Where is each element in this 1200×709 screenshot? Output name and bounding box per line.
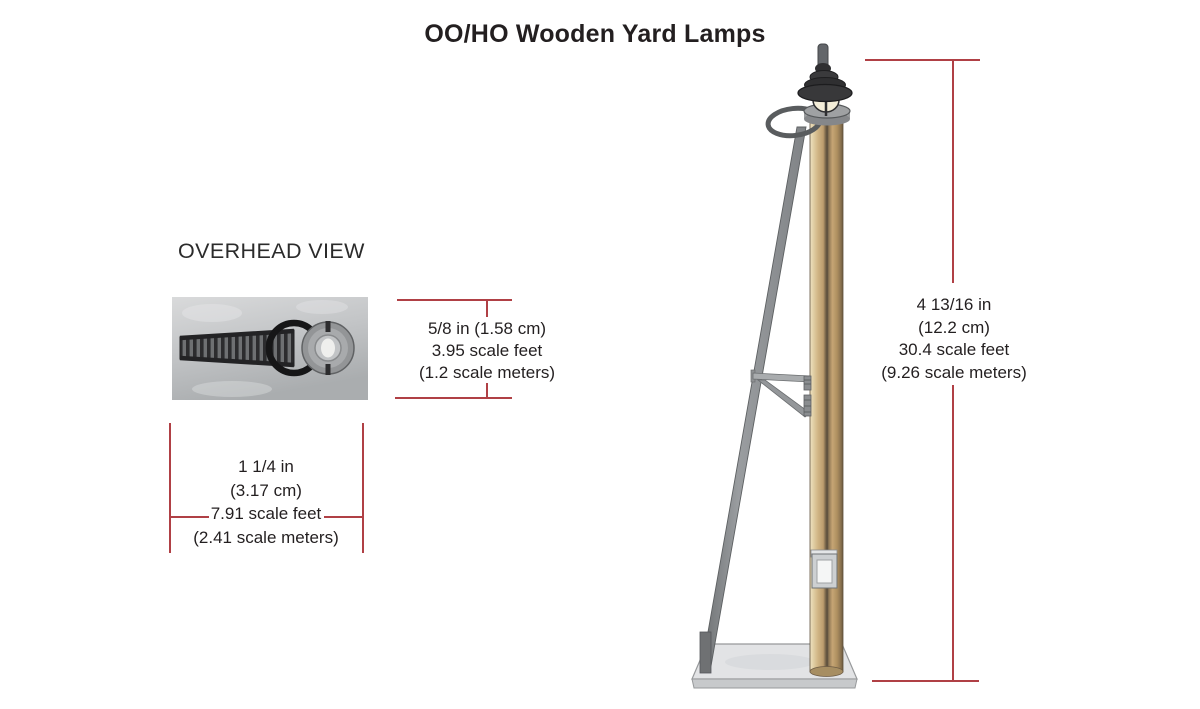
dim-small-bottom-line <box>395 397 512 399</box>
dim-small-line-1: 5/8 in (1.58 cm) <box>427 319 547 338</box>
dimension-width-small <box>377 318 597 384</box>
dim-height-line-2: (12.2 cm) <box>918 317 990 337</box>
dim-small-top-tick <box>486 299 488 317</box>
lamp-head <box>798 44 852 116</box>
dim-height-line-4: (9.26 scale meters) <box>881 362 1027 382</box>
dim-small-bottom-tick <box>486 383 488 398</box>
dim-height-top-line <box>865 59 980 61</box>
dim-base-line-2: (3.17 cm) <box>230 480 302 500</box>
lamp-shade-rim <box>798 85 852 102</box>
page-title: OO/HO Wooden Yard Lamps <box>424 20 766 48</box>
overhead-view-label: OVERHEAD VIEW <box>178 239 365 263</box>
dim-small-line-3: (1.2 scale meters) <box>418 363 556 382</box>
switch-box <box>811 550 837 588</box>
dim-height-line-1: 4 13/16 in <box>916 295 992 314</box>
dim-height-bottom-line <box>872 680 979 682</box>
wooden-pole <box>810 112 843 677</box>
dimension-width-large <box>156 455 376 549</box>
dim-small-top-line <box>397 299 512 301</box>
dim-height-upper-line <box>952 59 954 283</box>
dim-height-line-3: 30.4 scale feet <box>898 340 1010 359</box>
overhead-photo <box>172 297 368 400</box>
dim-base-line-4: (2.41 scale meters) <box>193 527 339 547</box>
ladder-top-view <box>180 330 294 366</box>
dim-base-line-1: 1 1/4 in <box>238 457 294 476</box>
support-bracket <box>751 370 811 417</box>
dim-base-line-3: 7.91 scale feet <box>210 504 322 523</box>
dim-height-lower-line <box>952 385 954 681</box>
dim-small-line-2: 3.95 scale feet <box>431 341 543 360</box>
lamp-head-top-view <box>302 321 354 375</box>
dimension-height <box>843 294 1065 384</box>
